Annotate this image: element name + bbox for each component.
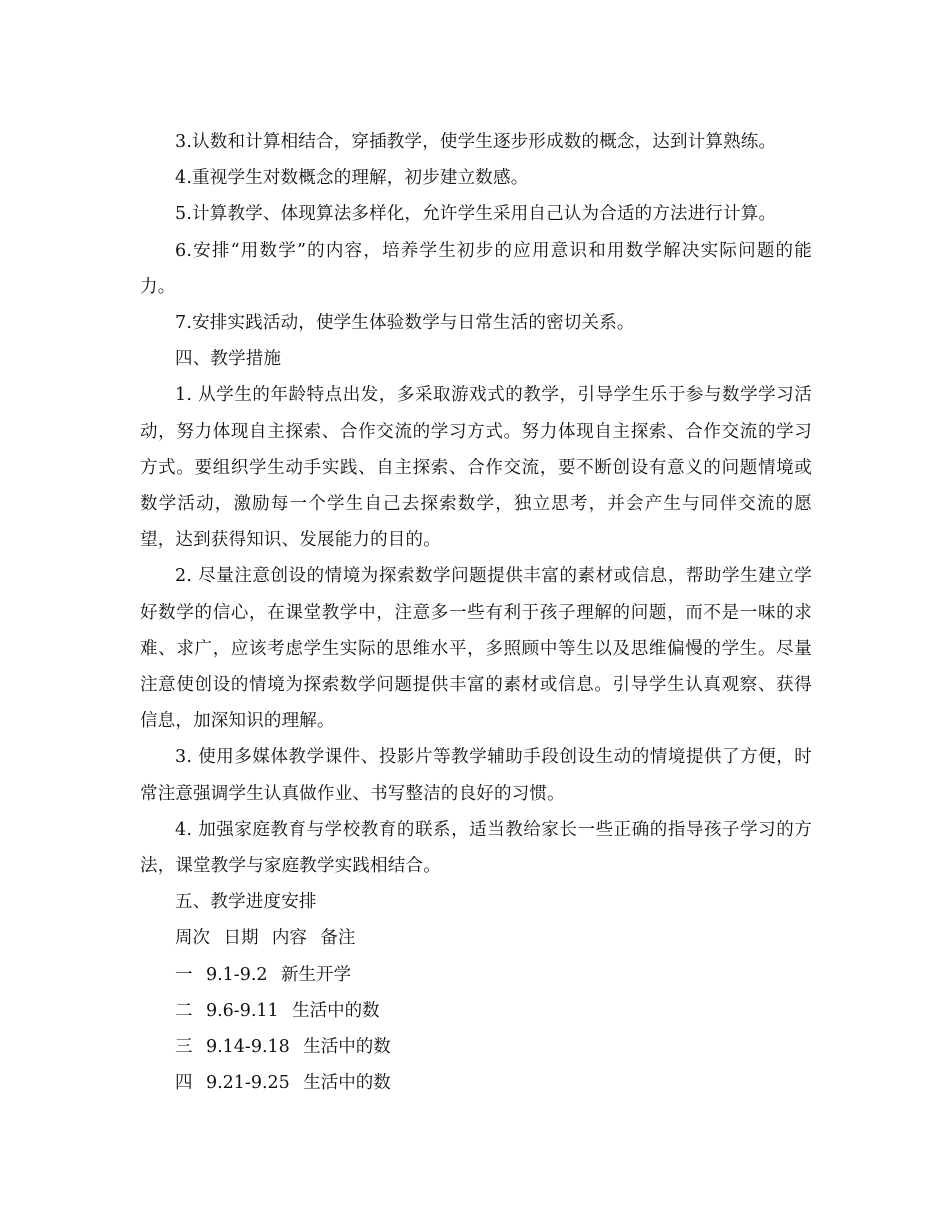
schedule-header-note: 备注 bbox=[320, 928, 356, 949]
schedule-date: 9.14-9.18 bbox=[205, 1037, 290, 1058]
schedule-header-date: 日期 bbox=[223, 928, 259, 949]
schedule-header-week: 周次 bbox=[175, 928, 210, 949]
paragraph-item-3: 3.认数和计算相结合，穿插教学，使学生逐步形成数的概念，达到计算熟练。 bbox=[175, 132, 777, 152]
schedule-content: 生活中的数 bbox=[303, 1073, 391, 1094]
schedule-row bbox=[140, 993, 812, 1029]
schedule-date: 9.6-9.11 bbox=[205, 1000, 279, 1021]
schedule-row bbox=[140, 1029, 812, 1065]
schedule-week: 一 bbox=[175, 964, 193, 985]
schedule-header-row bbox=[140, 920, 812, 956]
measure-paragraph-2: 2. 尽量注意创设的情境为探索数学问题提供丰富的素材或信息，帮助学生建立学好数学的信心，在课堂教学中，注意多一些有利于孩子理解的问题，而不是一味的求难、求广，应该考虑学生实际的思维水平，多照顾中等生以及思维偏慢的学生。尽量注意使创设的情境为探索数学问题提供丰富的素材或信息。引导学生认真观察、获得信息，加深知识的理解。 bbox=[140, 566, 812, 732]
schedule-date: 9.21-9.25 bbox=[205, 1073, 290, 1094]
paragraph-item-6: 6.安排“用数学”的内容，培养学生初步的应用意识和用数学解决实际问题的能力。 bbox=[140, 240, 812, 297]
schedule-header-content: 内容 bbox=[271, 928, 307, 949]
schedule-content: 新生开学 bbox=[280, 964, 351, 985]
paragraph-item-7: 7.安排实践活动，使学生体验数学与日常生活的密切关系。 bbox=[175, 313, 635, 334]
schedule-content: 生活中的数 bbox=[292, 1000, 380, 1021]
measure-paragraph-1: 1. 从学生的年龄特点出发，多采取游戏式的教学，引导学生乐于参与数学学习活动，努力体现自主探索、合作交流的学习方式。努力体现自主探索、合作交流的学习方式。要组织学生动手实践、自主探索、合作交流，要不断创设有意义的问题情境或数学活动，激励每一个学生自己去探索数学，独立思考，并会产生与同伴交流的愿望，达到获得知识、发展能力的目的。 bbox=[140, 385, 812, 551]
schedule-week: 三 bbox=[175, 1037, 193, 1058]
measure-paragraph-3: 3. 使用多媒体教学课件、投影片等教学辅助手段创设生动的情境提供了方便，时常注意强调学生认真做作业、书写整洁的良好的习惯。 bbox=[140, 747, 812, 804]
paragraph-item-5: 5.计算教学、体现算法多样化，允许学生采用自己认为合适的方法进行计算。 bbox=[175, 204, 777, 225]
schedule-week: 二 bbox=[175, 1000, 193, 1021]
measure-paragraph-4: 4. 加强家庭教育与学校教育的联系，适当教给家长一些正确的指导孩子学习的方法，课堂教学与家庭教学实践相结合。 bbox=[140, 819, 812, 877]
schedule-date: 9.1-9.2 bbox=[205, 964, 268, 985]
schedule-week: 四 bbox=[175, 1073, 193, 1094]
paragraph-item-4: 4.重视学生对数概念的理解，初步建立数感。 bbox=[175, 168, 529, 189]
document-body bbox=[140, 124, 812, 1101]
schedule-row bbox=[140, 1065, 812, 1101]
section-heading-measures: 四、教学措施 bbox=[175, 349, 282, 370]
section-heading-schedule: 五、教学进度安排 bbox=[175, 892, 317, 913]
schedule-content: 生活中的数 bbox=[303, 1037, 391, 1058]
schedule-row bbox=[140, 957, 812, 993]
